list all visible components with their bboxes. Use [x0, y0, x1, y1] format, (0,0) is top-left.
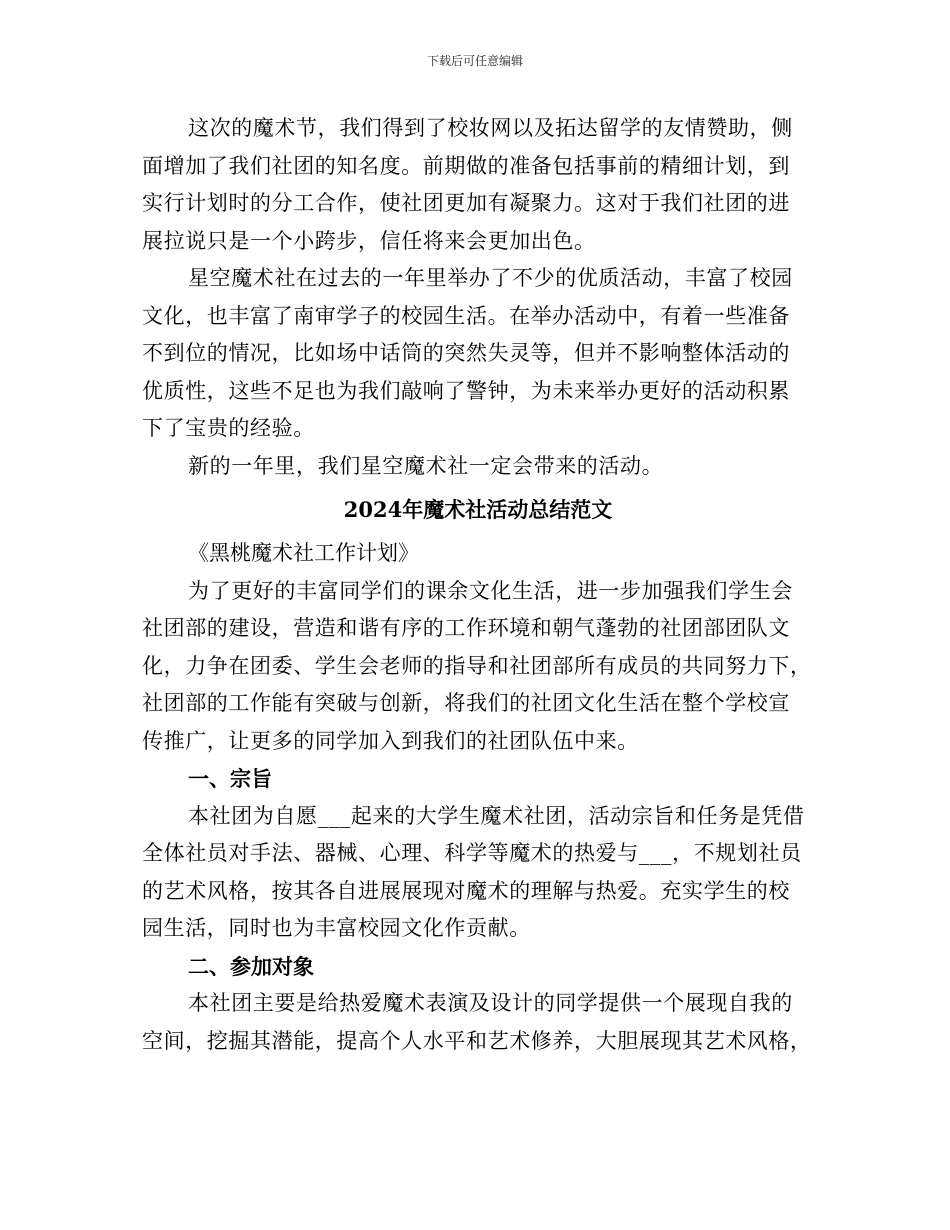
document-title: 2024年魔术社活动总结范文: [343, 497, 613, 522]
paragraph: [142, 260, 814, 448]
text-line: 社团部的建设，营造和谐有序的工作环境和朝气蓬勃的社团部团队文: [142, 616, 790, 640]
text-line: 为了更好的丰富同学们的课余文化生活，进一步加强我们学生会: [188, 578, 793, 603]
section-heading: 一、宗旨: [188, 766, 272, 791]
paragraph: [142, 985, 814, 1060]
page-header-note: 下载后可任意编辑: [426, 54, 523, 68]
document-body: [142, 110, 814, 1060]
text-line: 优质性，这些不足也为我们敲响了警钟，为未来举办更好的活动积累: [142, 378, 790, 403]
text-line: 传推广，让更多的同学加入到我们的社团队伍中来。: [142, 728, 639, 753]
text-line: 空间，挖掘其潜能，提高个人水平和艺术修养，大胆展现其艺术风格，: [142, 1028, 812, 1053]
text-line: 化，力争在团委、学生会老师的指导和社团部所有成员的共同努力下，: [142, 653, 812, 678]
text-line: 社团部的工作能有突破与创新，将我们的社团文化生活在整个学校宣: [142, 691, 790, 715]
text-line: 本社团为自愿___起来的大学生魔术社团，活动宗旨和任务是凭借: [188, 803, 805, 828]
text-line: 全体社员对手法、器械、心理、科学等魔术的热爱与___，不规划社员: [142, 841, 802, 865]
text-line: 园生活，同时也为丰富校园文化作贡献。: [142, 916, 531, 940]
text-line: 新的一年里，我们星空魔术社一定会带来的活动。: [188, 453, 664, 478]
text-line: 文化，也丰富了南审学子的校园生活。在举办活动中，有着一些准备: [142, 303, 790, 328]
paragraph: [142, 573, 814, 761]
text-line: 星空魔术社在过去的一年里举办了不少的优质活动，丰富了校园: [188, 266, 793, 290]
paragraph: [142, 448, 814, 486]
text-line: 本社团主要是给热爱魔术表演及设计的同学提供一个展现自我的: [188, 991, 793, 1015]
text-line: 实行计划时的分工合作，使社团更加有凝聚力。这对于我们社团的进: [142, 191, 790, 215]
text-line: 不到位的情况，比如场中话筒的突然失灵等，但并不影响整体活动的: [142, 341, 790, 365]
text-line: 下了宝贵的经验。: [142, 416, 315, 440]
text-line: 面增加了我们社团的知名度。前期做的准备包括事前的精细计划，到: [142, 153, 790, 178]
document-subtitle: 《黑桃魔术社工作计划》: [188, 541, 419, 565]
text-line: 的艺术风格，按其各自进展展现对魔术的理解与热爱。充实学生的校: [142, 878, 790, 903]
text-line: 展拉说只是一个小跨步，信任将来会更加出色。: [142, 228, 596, 253]
paragraph: [142, 798, 814, 948]
paragraph: [142, 110, 814, 260]
section-heading: 二、参加对象: [188, 953, 314, 979]
text-line: 这次的魔术节，我们得到了校妆网以及拓达留学的友情赞助，侧: [188, 116, 793, 140]
